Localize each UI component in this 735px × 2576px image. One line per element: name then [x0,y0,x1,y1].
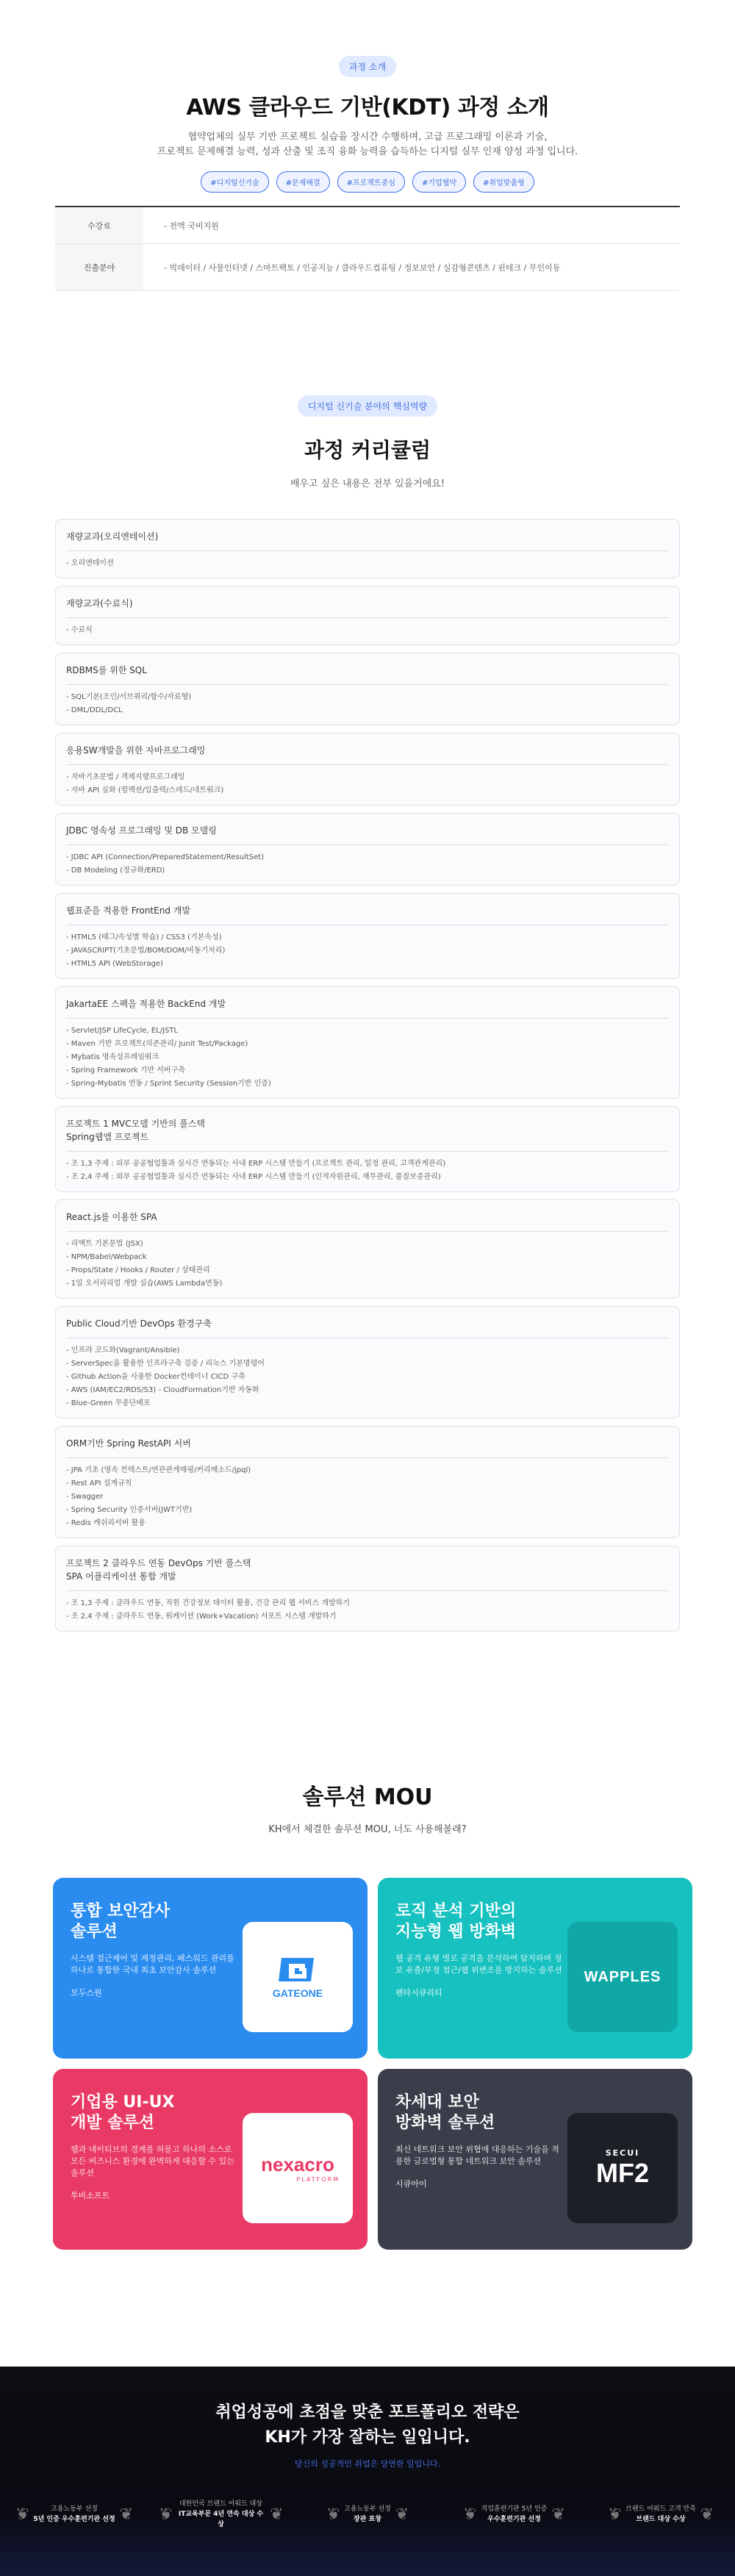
card-title: 기업용 UI-UX 개발 솔루션 [71,2093,175,2132]
curriculum-subtitle: 배우고 싶은 내용은 전부 있을거에요! [290,478,445,489]
laurel-left-icon: ❦ [607,2505,622,2524]
module-title: React.js를 이용한 SPA [66,1210,669,1232]
laurel-right-icon: ❦ [395,2505,409,2524]
secui-logo [567,2113,678,2223]
module-title: JakartaEE 스펙을 적용한 BackEnd 개발 [66,997,669,1019]
info-value: - 전액 국비지원 [164,220,219,231]
module-topic: - Spring-Mybatis 연동 / Sprint Security (Session기반 인증) [66,1080,271,1088]
module-topic: - 인프라 코드화(Vagrant/Ansible) [66,1346,180,1355]
award-top: 고용노동부 선정 [51,2505,98,2513]
module-topic: - Spring Security 인증서버(JWT기반) [66,1506,193,1514]
card-title: 통합 보안감사 솔루션 [71,1902,171,1941]
award-top: 직업훈련기관 5년 인증 [481,2505,548,2513]
curriculum-pill: 디지털 신기술 분야의 핵심역량 [298,395,437,417]
wapples-logo [567,1922,678,2032]
module-title: 재량교과(오리엔테이션) [66,530,669,551]
intro-description [0,130,735,159]
award-top: 고용노동부 선정 [344,2505,391,2513]
award-badge [305,2499,430,2530]
info-row-field [55,244,680,291]
secui-logo-text: MF2 [596,2157,649,2188]
award-text [344,2504,391,2525]
module-topic: - Blue-Green 무중단배포 [66,1399,151,1407]
curriculum-module [55,586,680,645]
module-topic: - HTML5 (태그/속성별 학습) / CSS3 (기본속성) [66,933,222,941]
module-topic-list [66,1338,669,1410]
award-badge [452,2499,577,2530]
curriculum-module [55,733,680,806]
award-text [176,2499,265,2530]
card-title: 로직 분석 기반의 지능형 웹 방화벽 [395,1902,517,1941]
module-title: 응용SW개발을 위한 자바프로그래밍 [66,744,669,765]
module-topic: - Github Action을 사용한 Docker컨테이너 CICD 구축 [66,1373,245,1381]
gateone-mark-icon [277,1955,318,1984]
banner-title-line-2: KH가 가장 잘하는 일입니다. [265,2428,470,2447]
curriculum-module [55,1426,680,1538]
award-bottom: 장관 표창 [354,2516,381,2523]
curriculum-module [55,1306,680,1418]
card-company: 투비소프트 [71,2191,110,2200]
award-badge [159,2499,284,2530]
mou-card-secui[interactable] [378,2069,692,2250]
module-topic-list [66,1152,669,1184]
module-topic: - DML/DDL/DCL [66,706,123,714]
award-badge [12,2499,137,2530]
curriculum-module-list [55,519,680,1632]
module-topic-list [66,845,669,878]
laurel-left-icon: ❦ [463,2505,477,2524]
card-description: 시스템 접근제어 및 계정관리, 패스워드 관리를 하나로 통합한 국내 최초 보안감사 솔루션 [71,1953,234,1975]
laurel-right-icon: ❦ [551,2505,565,2524]
award-badge [598,2499,723,2530]
award-bottom: IT교육부문 4년 연속 대상 수상 [178,2511,264,2528]
module-topic: - Servlet/JSP LifeCycle, EL/JSTL [66,1027,178,1035]
award-list [12,2499,723,2530]
curriculum-module [55,1199,680,1299]
module-topic: - 오리엔테이션 [66,559,114,567]
module-topic: - 조 2,4 주제 : 외부 공공협업툴과 실시간 연동되는 사내 ERP 시스템 만들기 (인적자원관리, 재무관리, 품질보증관리) [66,1173,441,1181]
tag-list [0,171,735,193]
module-title: 프로젝트 1 MVC모델 기반의 풀스택 Spring웹앱 프로젝트 [66,1117,669,1152]
module-topic: - 조 2,4 주제 : 클라우드 연동, 워케이션 (Work+Vacation) 서포트 시스템 개발하기 [66,1612,337,1621]
intro-desc-line-2: 프로젝트 문제해결 능력, 성과 산출 및 조직 융화 능력을 습득하는 디지털 실무 인재 양성 과정 입니다. [157,146,578,157]
module-topic-list [66,1232,669,1291]
module-topic: - Redis 캐쉬리서버 활용 [66,1519,146,1527]
tag[interactable]: #문제해결 [276,171,330,193]
banner-title-line-1: 취업성공에 초점을 맞춘 포트폴리오 전략은 [215,2403,520,2422]
award-text [33,2504,115,2525]
laurel-left-icon: ❦ [326,2505,340,2524]
module-topic: - 수료식 [66,626,93,634]
module-topic: - AWS (IAM/EC2/RDS/S3) - CloudFormation기반 자동화 [66,1386,259,1394]
mou-card-gateone[interactable] [53,1878,368,2059]
curriculum-module [55,893,680,979]
award-bottom: 5년 인증 우수훈련기관 선정 [33,2516,115,2523]
mou-title: 솔루션 MOU [302,1784,433,1810]
nexacro-logo-sub: PLATFORM [296,2176,340,2183]
module-topic: - Maven 기반 프로젝트(의존관리/ Junit Test/Package) [66,1040,248,1048]
mou-subtitle: KH에서 체결한 솔루션 MOU, 너도 사용해볼래? [268,1824,467,1835]
laurel-right-icon: ❦ [270,2505,284,2524]
curriculum-module [55,653,680,725]
module-title: 프로젝트 2 클라우드 연동 DevOps 기반 풀스택 SPA 어플리케이션 통합 개발 [66,1557,669,1591]
curriculum-header [0,395,735,489]
card-title: 차세대 보안 방화벽 솔루션 [395,2093,495,2132]
gateone-logo [243,1922,353,2032]
laurel-right-icon: ❦ [119,2505,134,2524]
module-topic: - JAVASCRIPT(기초문법/BOM/DOM/비동기처리) [66,947,226,955]
module-title: JDBC 영속성 프로그래밍 및 DB 모델링 [66,824,669,845]
module-topic: - Rest API 설계규칙 [66,1479,132,1488]
module-topic-list [66,1019,669,1091]
module-topic: - JDBC API (Connection/PreparedStatement/ResultSet) [66,853,265,861]
tag[interactable]: #프로젝트중심 [337,171,405,193]
mou-section [0,1779,735,2250]
info-row-fee [55,207,680,244]
award-text [481,2504,548,2525]
module-topic-list [66,925,669,971]
wapples-logo-text: WAPPLES [584,1968,662,1985]
laurel-left-icon: ❦ [15,2505,29,2524]
card-description: 웹과 네이티브의 경계를 허물고 하나의 소스로 모든 비즈니스 환경에 완벽하게 대응할 수 있는 솔루션 [71,2145,234,2178]
award-text [625,2504,696,2525]
module-topic: - 조 1,3 주제 : 클라우드 연동, 직원 건강정보 데이터 활용, 건강 관리 웹 서비스 개발하기 [66,1599,351,1607]
module-topic: - 1일 오서리리얼 개발 실습(AWS Lambda연동) [66,1280,223,1288]
banner-title [0,2400,735,2450]
module-title: Public Cloud기반 DevOps 환경구축 [66,1317,669,1338]
banner-subtitle: 당신의 성공적인 취업은 당연한 일입니다. [294,2459,441,2469]
portfolio-banner [0,2367,735,2576]
module-topic: - ServerSpec을 활용한 인프라구축 검증 / 리눅스 기본명령어 [66,1360,265,1368]
course-intro [0,0,735,206]
card-description: 웹 공격 유형 별로 공격을 분석하여 탐지하며 정보 유출/부정 접근/웹 위변조를 방지하는 솔루션 [395,1953,562,1975]
tag[interactable]: #취업맞춤형 [473,171,534,193]
tag[interactable]: #기업협약 [412,171,466,193]
page-title: AWS 클라우드 기반(KDT) 과정 소개 [186,95,549,121]
module-topic: - Swagger [66,1493,104,1501]
card-description: 최신 네트워크 보안 위협에 대응하는 기술을 적용한 글로벌형 통합 네트워크 보안 솔루션 [395,2145,559,2166]
award-bottom: 우수훈련기관 선정 [487,2516,541,2523]
module-topic: - Props/State / Hooks / Router / 상태관리 [66,1266,210,1274]
info-label: 수강료 [55,207,143,243]
course-info-table [55,206,680,291]
module-topic-list [66,1458,669,1530]
laurel-left-icon: ❦ [158,2505,172,2524]
mou-card-grid [53,1878,682,2250]
curriculum-module [55,519,680,578]
module-topic: - Spring Framework 기반 서버구축 [66,1066,185,1074]
nexacro-logo-text: nexacro [261,2153,334,2175]
module-topic-list [66,765,669,797]
award-top: 대한민국 브랜드 어워드 대상 [179,2500,262,2508]
module-topic-list [66,1591,669,1624]
module-topic: - 조 1,3 주제 : 외부 공공협업툴과 실시간 연동되는 사내 ERP 시스템 만들기 (프로젝트 관리, 일정 관리, 고객관계관리) [66,1160,446,1168]
tag[interactable]: #디지털신기술 [201,171,268,193]
module-topic: - SQL기본(조인/서브쿼리/함수/자료형) [66,693,192,701]
module-topic: - 자바 API 실화 (컬렉션/입출력/스레드/네트워크) [66,786,224,794]
module-topic: - NPM/Babel/Webpack [66,1253,147,1261]
mou-card-nexacro[interactable] [53,2069,368,2250]
award-bottom: 브랜드 대상 수상 [636,2516,686,2523]
curriculum-module [55,1106,680,1192]
module-topic: - DB Modeling (정규화/ERD) [66,867,165,875]
info-label: 진출분야 [55,244,143,290]
module-title: ORM기반 Spring RestAPI 서버 [66,1437,669,1458]
nexacro-logo [243,2113,353,2223]
curriculum-module [55,1546,680,1632]
card-company: 모두스원 [71,1988,102,1998]
mou-card-wapples[interactable] [378,1878,692,2059]
module-topic-list [66,618,669,637]
module-title: 재량교과(수료식) [66,597,669,618]
secui-logo-sub: SECUI [605,2148,640,2158]
intro-desc-line-1: 협약업체의 실무 기반 프로젝트 실습을 장시간 수행하며, 고급 프로그래밍 이론과 기술, [187,132,548,143]
laurel-right-icon: ❦ [700,2505,714,2524]
gateone-logo-text: GATEONE [272,1987,323,1999]
card-company: 펜타시큐리티 [395,1988,442,1998]
info-value: - 빅데이터 / 사물인터넷 / 스마트팩토 / 인공지능 / 클라우드컴퓨팅 / 정보보안 / 실감형콘텐츠 / 핀테크 / 무인이동 [164,262,561,273]
module-topic: - HTML5 API (WebStorage) [66,960,163,968]
module-topic: - 자바기초문법 / 객체지향프로그래밍 [66,773,185,781]
award-top: 브랜드 어워드 고객 만족 [625,2505,696,2513]
module-topic: - Mybatis 영속성프레임워크 [66,1053,159,1061]
module-title: RDBMS를 위한 SQL [66,664,669,685]
intro-pill: 과정 소개 [339,56,396,77]
curriculum-module [55,986,680,1099]
curriculum-title: 과정 커리큘럼 [304,438,431,462]
module-topic: - JPA 기초 (영속 컨텍스트/연관관계매핑/커리메소드/jpql) [66,1466,251,1474]
curriculum-module [55,813,680,886]
module-topic: - 리액트 기본문법 (JSX) [66,1240,143,1248]
card-company: 시큐아이 [395,2179,427,2189]
module-topic-list [66,685,669,717]
module-title: 웹표준을 적용한 FrontEnd 개발 [66,904,669,925]
module-topic-list [66,551,669,570]
